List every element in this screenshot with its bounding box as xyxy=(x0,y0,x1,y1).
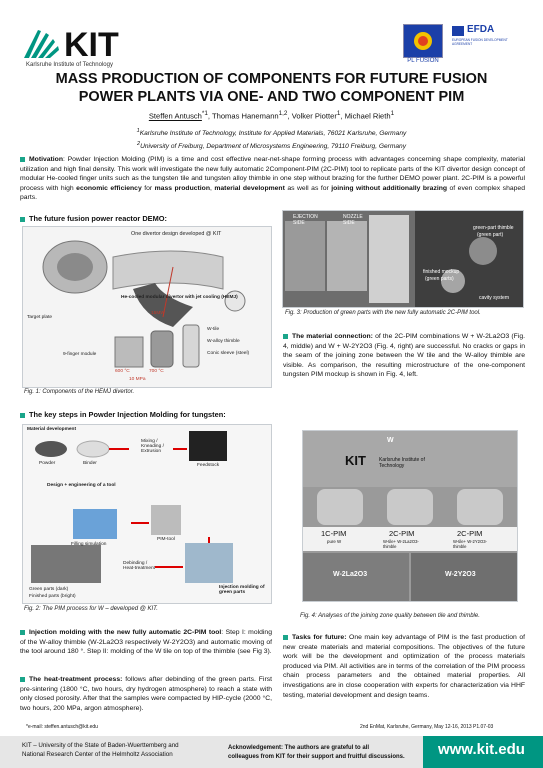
footer-url[interactable]: www.kit.edu xyxy=(438,741,525,758)
heat-treatment-paragraph: The heat-treatment process: follows after debinding of the green parts. First pre-sintering (1800 °C, two hours, dry hydrogen atmosphere) to reach a state with only closed porosity. After that the samples were compacted by HIP-cycle (2000 °C, two hours, 200 MPa, argon atmosphere). xyxy=(20,676,272,712)
poster-title: MASS PRODUCTION OF COMPONENTS FOR FUTURE FUSION POWER PLANTS VIA ONE- AND TWO COMPONENT PIM xyxy=(55,71,488,105)
bullet-icon xyxy=(283,334,288,339)
bullet-icon xyxy=(20,413,25,418)
figure-3: EJECTION SIDE NOZZLE SIDE green-part thimble (green part) finished mockup (green parts) cavity system xyxy=(282,210,524,308)
motivation-paragraph: Motivation: Powder Injection Molding (PIM) is a time and cost effective near-net-shape forming process with advantages concerning shape complexity, material utilization and high final density. This work will investigate the new fully automatic 2Component-PIM (2C-PIM) tool to replicate parts of the KIT divertor design concept of modular He-cooled finger units such as the tungsten tile and tungsten alloy thimble in one step without brazing for the further DEMO power plant. 2C-PIM is a powerful process with high economic efficiency for mass production, material development as well as for joining without additionally brazing of even complex shaped parts. xyxy=(20,156,525,202)
pl-fusion-logo xyxy=(403,24,443,58)
authors: Steffen Antusch$^{*1}$, Thomas Hanemann$^{1,2}$, Volker Piotter$^1$, Michael Rieth$^1$ xyxy=(148,110,395,121)
figure-1: One divertor design developed @ KIT He-cooled modular divertor with jet cooling (HEMJ) Target plate 9-finger module W-tile W-alloy thimble Conic sleeve (steel) 15MW 600 °C 700 °C 10 MPa xyxy=(22,226,272,388)
kit-subtitle: Karlsruhe Institute of Technology xyxy=(26,62,113,68)
pl-fusion-label: PL FUSION xyxy=(407,58,439,64)
injection-molding-paragraph: Injection molding with the new fully automatic 2C-PIM tool: Step I: molding of the W-alloy thimble (W-2La2O3 respectively W-2Y2O3) and automatic moving of the tool around 180 °. Step II: molding of the W tile on top of the thimble (see Fig 3). xyxy=(20,629,272,656)
hemj-divertor-illustration xyxy=(23,227,271,387)
bullet-icon xyxy=(283,635,288,640)
figure-3-caption: Fig. 3: Production of green parts with the new fully automatic 2C-PIM tool. xyxy=(285,310,481,316)
conference-info: 2nd EnMat, Karlsruhe, Germany, May 12-16, 2013 P1.07-03 xyxy=(360,724,494,730)
kit-logo xyxy=(22,24,124,60)
kit-logo-text: KIT xyxy=(64,26,119,60)
material-connection-paragraph: The material connection: of the 2C-PIM combinations W + W-2La2O3 (Fig. 4, middle) and W + W-2Y2O3 (Fig. 4, right) are successful. No cracks or gaps in the seam of the joining zone between the W tile and the W-alloy thimble are visible. As comparison, the resulting microstructure of the one-component tungsten PIM mockup is shown in Fig. 4, left. xyxy=(283,333,525,379)
bullet-icon xyxy=(20,157,25,162)
tasks-paragraph: Tasks for future: One main key advantage of PIM is the fast production of new create materials and material compositions. The objectives of the future work will be the development and optimization of the process materials produced via PIM. All activities are in terms of the correlation of the PIM process chain process parameters and the obtained material properties. All investigations are in close cooperation with experts for characterization via HHF testing, material development and design teams. xyxy=(283,634,525,699)
affiliations: $^1$Karlsruhe Institute of Technology, Institute for Applied Materials, 76021 Karlsruhe, Germany $^2$University of Freiburg, Department of Microsystems Engineering, 79110 Freiburg, Germany xyxy=(136,128,407,151)
bullet-icon xyxy=(20,217,25,222)
section-demo-title: The future fusion power reactor DEMO: xyxy=(20,214,167,223)
figure-2: Material development Powder Binder Mixing / Kneading / Extrusion Feedstock Design + engineering of a tool Filling simulation PIM-tool Debinding / Heat-treatment Green parts (dark) Finished parts (bright) Injection molding of green parts xyxy=(22,424,272,604)
footer-acknowledgement: Acknowledgement: The authors are grateful to all colleagues from KIT for their support and fruitful discussions. xyxy=(228,745,405,760)
figure-2-caption: Fig. 2: The PIM process for W – developed @ KIT. xyxy=(24,606,158,612)
efda-label: EFDA xyxy=(467,24,495,35)
figure-4: W KIT Karlsruhe Institute of Technology 1C-PIM pure W 2C-PIM W-tile+ W-2La2O3-thimble 2C-PIM W-tile+ W-2Y2O3-thimble W-2La2O3 W-2Y2O3 xyxy=(302,430,518,602)
footer-institution: KIT – University of the State of Baden-Wuerttemberg and National Research Center of the Helmholtz Association xyxy=(22,742,179,758)
contact-email: *e-mail: steffen.antusch@kit.edu xyxy=(26,724,98,730)
figure-1-caption: Fig. 1: Components of the HEMJ divertor. xyxy=(24,389,135,395)
bullet-icon xyxy=(20,630,25,635)
efda-sub: EUROPEAN FUSION DEVELOPMENT AGREEMENT xyxy=(452,38,508,46)
efda-logo xyxy=(452,24,524,46)
section-pim-steps-title: The key steps in Powder Injection Molding for tungsten: xyxy=(20,410,226,419)
figure-4-caption: Fig. 4: Analyses of the joining zone quality between tile and thimble. xyxy=(300,613,480,619)
bullet-icon xyxy=(20,677,25,682)
